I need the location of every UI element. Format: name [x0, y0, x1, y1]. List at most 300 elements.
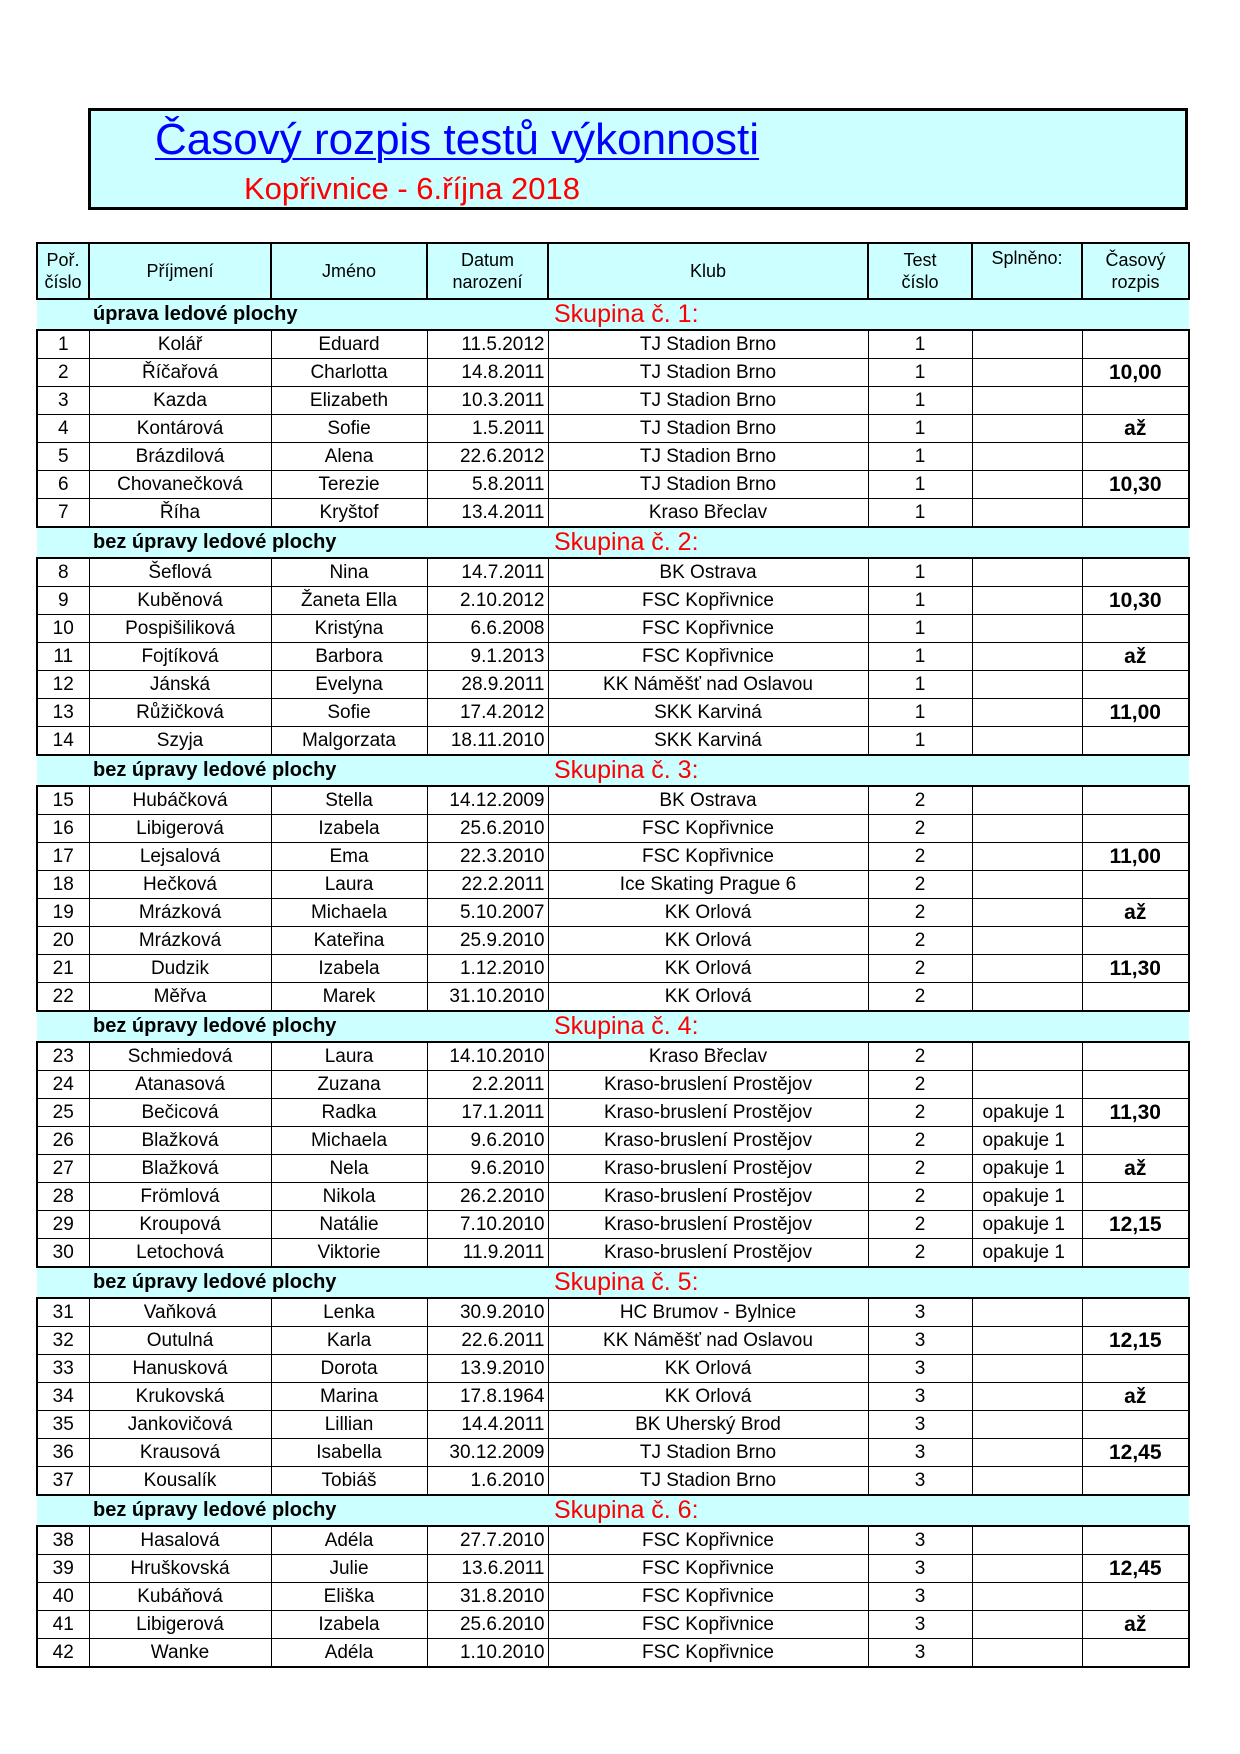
cell-done: [972, 927, 1082, 955]
cell-number: 23: [37, 1042, 89, 1071]
cell-club: FSC Kopřivnice: [548, 587, 868, 615]
cell-schedule: [1082, 1042, 1189, 1071]
cell-schedule: až: [1082, 899, 1189, 927]
cell-done: opakuje 1: [972, 1183, 1082, 1211]
cell-test: 2: [868, 1155, 972, 1183]
table-row: [37, 927, 1189, 955]
table-row: [37, 1127, 1189, 1155]
table-row: [37, 727, 1189, 756]
cell-birthdate: 25.6.2010: [427, 1611, 548, 1639]
cell-firstname: Marek: [271, 983, 427, 1012]
cell-surname: Libigerová: [89, 1611, 271, 1639]
group-header-row: [37, 1011, 1189, 1042]
table-row: [37, 899, 1189, 927]
cell-number: 15: [37, 786, 89, 815]
cell-number: 3: [37, 387, 89, 415]
cell-schedule: až: [1082, 1383, 1189, 1411]
cell-schedule: [1082, 443, 1189, 471]
group-name: Skupina č. 5:: [548, 1267, 1189, 1298]
cell-club: TJ Stadion Brno: [548, 415, 868, 443]
cell-surname: Libigerová: [89, 815, 271, 843]
cell-schedule: 10,00: [1082, 359, 1189, 387]
cell-firstname: Laura: [271, 871, 427, 899]
cell-birthdate: 22.6.2012: [427, 443, 548, 471]
cell-surname: Bečicová: [89, 1099, 271, 1127]
cell-test: 3: [868, 1298, 972, 1327]
cell-number: 17: [37, 843, 89, 871]
cell-club: Kraso-bruslení Prostějov: [548, 1127, 868, 1155]
cell-number: 36: [37, 1439, 89, 1467]
cell-surname: Kontárová: [89, 415, 271, 443]
group-note: bez úpravy ledové plochy: [37, 755, 548, 786]
cell-schedule: [1082, 1355, 1189, 1383]
cell-birthdate: 7.10.2010: [427, 1211, 548, 1239]
cell-firstname: Stella: [271, 786, 427, 815]
cell-number: 9: [37, 587, 89, 615]
cell-test: 1: [868, 587, 972, 615]
cell-birthdate: 31.8.2010: [427, 1583, 548, 1611]
cell-birthdate: 31.10.2010: [427, 983, 548, 1012]
cell-club: TJ Stadion Brno: [548, 443, 868, 471]
cell-schedule: [1082, 1467, 1189, 1496]
cell-done: opakuje 1: [972, 1155, 1082, 1183]
cell-number: 29: [37, 1211, 89, 1239]
cell-done: [972, 1355, 1082, 1383]
cell-surname: Kousalík: [89, 1467, 271, 1496]
cell-schedule: až: [1082, 1611, 1189, 1639]
cell-test: 1: [868, 615, 972, 643]
table-row: [37, 843, 1189, 871]
table-row: [37, 1099, 1189, 1127]
cell-test: 2: [868, 1127, 972, 1155]
cell-firstname: Eliška: [271, 1583, 427, 1611]
cell-surname: Chovanečková: [89, 471, 271, 499]
group-name: Skupina č. 6:: [548, 1495, 1189, 1526]
cell-schedule: [1082, 499, 1189, 528]
table-row: [37, 643, 1189, 671]
cell-done: [972, 1411, 1082, 1439]
cell-test: 1: [868, 671, 972, 699]
group-name: Skupina č. 4:: [548, 1011, 1189, 1042]
cell-surname: Vaňková: [89, 1298, 271, 1327]
cell-schedule: až: [1082, 643, 1189, 671]
table-row: [37, 1411, 1189, 1439]
cell-done: [972, 1467, 1082, 1496]
cell-done: [972, 615, 1082, 643]
cell-done: [972, 443, 1082, 471]
cell-firstname: Lillian: [271, 1411, 427, 1439]
cell-test: 3: [868, 1411, 972, 1439]
cell-test: 3: [868, 1439, 972, 1467]
table-row: [37, 1439, 1189, 1467]
cell-schedule: [1082, 1639, 1189, 1668]
cell-number: 20: [37, 927, 89, 955]
cell-number: 11: [37, 643, 89, 671]
cell-birthdate: 1.5.2011: [427, 415, 548, 443]
table-row: [37, 786, 1189, 815]
cell-done: [972, 899, 1082, 927]
cell-done: [972, 387, 1082, 415]
cell-birthdate: 22.2.2011: [427, 871, 548, 899]
cell-number: 19: [37, 899, 89, 927]
cell-surname: Atanasová: [89, 1071, 271, 1099]
header-cell-schedule: Časový rozpis: [1082, 243, 1189, 299]
header-box: [88, 108, 1188, 210]
cell-club: FSC Kopřivnice: [548, 815, 868, 843]
cell-schedule: [1082, 1526, 1189, 1555]
cell-birthdate: 2.2.2011: [427, 1071, 548, 1099]
cell-schedule: [1082, 671, 1189, 699]
cell-test: 1: [868, 359, 972, 387]
cell-number: 26: [37, 1127, 89, 1155]
cell-test: 2: [868, 815, 972, 843]
cell-test: 3: [868, 1327, 972, 1355]
cell-schedule: 12,15: [1082, 1327, 1189, 1355]
header-cell-firstname: Jméno: [271, 243, 427, 299]
cell-firstname: Eduard: [271, 330, 427, 359]
cell-birthdate: 14.10.2010: [427, 1042, 548, 1071]
cell-firstname: Ema: [271, 843, 427, 871]
cell-test: 1: [868, 499, 972, 528]
group-note: bez úpravy ledové plochy: [37, 527, 548, 558]
cell-schedule: [1082, 330, 1189, 359]
cell-firstname: Nina: [271, 558, 427, 587]
cell-test: 2: [868, 983, 972, 1012]
table-row: [37, 1042, 1189, 1071]
cell-number: 39: [37, 1555, 89, 1583]
cell-club: TJ Stadion Brno: [548, 387, 868, 415]
cell-club: FSC Kopřivnice: [548, 615, 868, 643]
cell-birthdate: 14.7.2011: [427, 558, 548, 587]
cell-surname: Pospišiliková: [89, 615, 271, 643]
table-row: [37, 1298, 1189, 1327]
cell-surname: Jánská: [89, 671, 271, 699]
cell-firstname: Laura: [271, 1042, 427, 1071]
cell-schedule: [1082, 1583, 1189, 1611]
cell-birthdate: 14.8.2011: [427, 359, 548, 387]
cell-number: 12: [37, 671, 89, 699]
cell-test: 2: [868, 843, 972, 871]
cell-number: 1: [37, 330, 89, 359]
cell-done: [972, 643, 1082, 671]
cell-done: opakuje 1: [972, 1211, 1082, 1239]
cell-number: 33: [37, 1355, 89, 1383]
cell-schedule: 11,30: [1082, 955, 1189, 983]
cell-firstname: Sofie: [271, 699, 427, 727]
group-name: Skupina č. 3:: [548, 755, 1189, 786]
cell-surname: Schmiedová: [89, 1042, 271, 1071]
cell-schedule: 12,45: [1082, 1439, 1189, 1467]
cell-birthdate: 13.4.2011: [427, 499, 548, 528]
cell-firstname: Karla: [271, 1327, 427, 1355]
group-header-row: [37, 1267, 1189, 1298]
cell-club: TJ Stadion Brno: [548, 471, 868, 499]
cell-club: FSC Kopřivnice: [548, 1555, 868, 1583]
cell-test: 3: [868, 1639, 972, 1668]
cell-number: 21: [37, 955, 89, 983]
cell-surname: Říčařová: [89, 359, 271, 387]
table-row: [37, 699, 1189, 727]
cell-test: 2: [868, 1099, 972, 1127]
cell-birthdate: 1.10.2010: [427, 1639, 548, 1668]
cell-surname: Hruškovská: [89, 1555, 271, 1583]
cell-firstname: Lenka: [271, 1298, 427, 1327]
cell-birthdate: 14.4.2011: [427, 1411, 548, 1439]
cell-schedule: [1082, 1411, 1189, 1439]
cell-firstname: Izabela: [271, 815, 427, 843]
group-note: bez úpravy ledové plochy: [37, 1011, 548, 1042]
table-row: [37, 1639, 1189, 1668]
cell-club: BK Ostrava: [548, 786, 868, 815]
group-header-row: [37, 1495, 1189, 1526]
cell-club: HC Brumov - Bylnice: [548, 1298, 868, 1327]
cell-schedule: [1082, 727, 1189, 756]
cell-schedule: 11,00: [1082, 843, 1189, 871]
cell-club: Kraso-bruslení Prostějov: [548, 1099, 868, 1127]
table-row: [37, 955, 1189, 983]
table-row: [37, 471, 1189, 499]
table-row: [37, 359, 1189, 387]
cell-birthdate: 25.6.2010: [427, 815, 548, 843]
cell-birthdate: 17.4.2012: [427, 699, 548, 727]
cell-club: KK Orlová: [548, 983, 868, 1012]
cell-surname: Blažková: [89, 1155, 271, 1183]
cell-test: 1: [868, 330, 972, 359]
cell-birthdate: 1.12.2010: [427, 955, 548, 983]
cell-done: [972, 727, 1082, 756]
cell-birthdate: 9.1.2013: [427, 643, 548, 671]
cell-done: [972, 786, 1082, 815]
cell-firstname: Tobiáš: [271, 1467, 427, 1496]
cell-surname: Outulná: [89, 1327, 271, 1355]
cell-surname: Krausová: [89, 1439, 271, 1467]
cell-schedule: 11,00: [1082, 699, 1189, 727]
cell-firstname: Izabela: [271, 1611, 427, 1639]
cell-birthdate: 10.3.2011: [427, 387, 548, 415]
table-row: [37, 1183, 1189, 1211]
cell-club: Kraso-bruslení Prostějov: [548, 1239, 868, 1268]
cell-schedule: [1082, 983, 1189, 1012]
cell-surname: Krukovská: [89, 1383, 271, 1411]
cell-done: [972, 699, 1082, 727]
cell-number: 8: [37, 558, 89, 587]
page-title: Časový rozpis testů výkonnosti: [155, 115, 760, 164]
table-header-row: [37, 243, 1189, 299]
cell-test: 2: [868, 899, 972, 927]
table-row: [37, 983, 1189, 1012]
cell-test: 2: [868, 1211, 972, 1239]
header-cell-birthdate: Datum narození: [427, 243, 548, 299]
cell-surname: Letochová: [89, 1239, 271, 1268]
cell-firstname: Malgorzata: [271, 727, 427, 756]
cell-done: [972, 1327, 1082, 1355]
table-row: [37, 671, 1189, 699]
cell-club: TJ Stadion Brno: [548, 359, 868, 387]
cell-club: KK Náměšť nad Oslavou: [548, 671, 868, 699]
cell-schedule: [1082, 927, 1189, 955]
cell-number: 24: [37, 1071, 89, 1099]
cell-birthdate: 28.9.2011: [427, 671, 548, 699]
cell-club: TJ Stadion Brno: [548, 1467, 868, 1496]
header-cell-club: Klub: [548, 243, 868, 299]
cell-firstname: Dorota: [271, 1355, 427, 1383]
cell-surname: Kolář: [89, 330, 271, 359]
cell-number: 4: [37, 415, 89, 443]
cell-test: 2: [868, 786, 972, 815]
cell-club: KK Orlová: [548, 899, 868, 927]
cell-birthdate: 9.6.2010: [427, 1155, 548, 1183]
cell-test: 2: [868, 927, 972, 955]
cell-firstname: Terezie: [271, 471, 427, 499]
table-row: [37, 1383, 1189, 1411]
cell-test: 3: [868, 1526, 972, 1555]
cell-birthdate: 26.2.2010: [427, 1183, 548, 1211]
cell-number: 6: [37, 471, 89, 499]
table-row: [37, 1071, 1189, 1099]
cell-done: [972, 1555, 1082, 1583]
cell-firstname: Barbora: [271, 643, 427, 671]
cell-firstname: Marina: [271, 1383, 427, 1411]
cell-number: 35: [37, 1411, 89, 1439]
group-note: bez úpravy ledové plochy: [37, 1267, 548, 1298]
cell-number: 13: [37, 699, 89, 727]
table-row: [37, 1155, 1189, 1183]
cell-test: 3: [868, 1355, 972, 1383]
cell-club: FSC Kopřivnice: [548, 1611, 868, 1639]
cell-birthdate: 22.3.2010: [427, 843, 548, 871]
schedule-table: [36, 242, 1190, 1668]
cell-number: 40: [37, 1583, 89, 1611]
cell-test: 1: [868, 387, 972, 415]
cell-schedule: 12,15: [1082, 1211, 1189, 1239]
cell-surname: Hubáčková: [89, 786, 271, 815]
cell-schedule: [1082, 558, 1189, 587]
cell-number: 38: [37, 1526, 89, 1555]
cell-birthdate: 11.9.2011: [427, 1239, 548, 1268]
cell-surname: Kroupová: [89, 1211, 271, 1239]
table-row: [37, 1239, 1189, 1268]
cell-birthdate: 17.1.2011: [427, 1099, 548, 1127]
cell-surname: Jankovičová: [89, 1411, 271, 1439]
cell-number: 2: [37, 359, 89, 387]
cell-test: 2: [868, 871, 972, 899]
cell-surname: Říha: [89, 499, 271, 528]
cell-schedule: 12,45: [1082, 1555, 1189, 1583]
cell-surname: Blažková: [89, 1127, 271, 1155]
table-row: [37, 1355, 1189, 1383]
table-row: [37, 443, 1189, 471]
table-row: [37, 871, 1189, 899]
cell-firstname: Sofie: [271, 415, 427, 443]
cell-surname: Hečková: [89, 871, 271, 899]
cell-club: Kraso-bruslení Prostějov: [548, 1155, 868, 1183]
cell-done: [972, 330, 1082, 359]
cell-number: 14: [37, 727, 89, 756]
cell-firstname: Natálie: [271, 1211, 427, 1239]
header-cell-done: Splněno:: [972, 243, 1082, 299]
cell-done: [972, 587, 1082, 615]
cell-done: [972, 1611, 1082, 1639]
cell-birthdate: 2.10.2012: [427, 587, 548, 615]
cell-test: 3: [868, 1383, 972, 1411]
cell-schedule: až: [1082, 1155, 1189, 1183]
cell-surname: Měřva: [89, 983, 271, 1012]
table-row: [37, 1211, 1189, 1239]
cell-firstname: Michaela: [271, 1127, 427, 1155]
cell-firstname: Charlotta: [271, 359, 427, 387]
cell-club: Ice Skating Prague 6: [548, 871, 868, 899]
cell-club: KK Orlová: [548, 1383, 868, 1411]
cell-firstname: Nela: [271, 1155, 427, 1183]
table-row: [37, 815, 1189, 843]
cell-surname: Kubáňová: [89, 1583, 271, 1611]
cell-test: 2: [868, 1042, 972, 1071]
cell-surname: Šeflová: [89, 558, 271, 587]
cell-done: [972, 1042, 1082, 1071]
cell-firstname: Adéla: [271, 1639, 427, 1668]
cell-birthdate: 5.8.2011: [427, 471, 548, 499]
cell-club: TJ Stadion Brno: [548, 1439, 868, 1467]
cell-birthdate: 13.6.2011: [427, 1555, 548, 1583]
table-row: [37, 1611, 1189, 1639]
cell-schedule: až: [1082, 415, 1189, 443]
cell-done: [972, 499, 1082, 528]
table-row: [37, 1583, 1189, 1611]
cell-surname: Kazda: [89, 387, 271, 415]
cell-test: 3: [868, 1583, 972, 1611]
cell-done: opakuje 1: [972, 1099, 1082, 1127]
cell-firstname: Žaneta Ella: [271, 587, 427, 615]
cell-club: FSC Kopřivnice: [548, 843, 868, 871]
cell-club: KK Náměšť nad Oslavou: [548, 1327, 868, 1355]
cell-firstname: Izabela: [271, 955, 427, 983]
cell-number: 10: [37, 615, 89, 643]
cell-done: [972, 955, 1082, 983]
cell-schedule: [1082, 815, 1189, 843]
cell-number: 32: [37, 1327, 89, 1355]
table-row: [37, 587, 1189, 615]
cell-test: 3: [868, 1555, 972, 1583]
cell-schedule: [1082, 1127, 1189, 1155]
cell-birthdate: 27.7.2010: [427, 1526, 548, 1555]
cell-club: FSC Kopřivnice: [548, 643, 868, 671]
table-row: [37, 499, 1189, 528]
cell-firstname: Michaela: [271, 899, 427, 927]
cell-test: 2: [868, 955, 972, 983]
cell-schedule: [1082, 1298, 1189, 1327]
cell-club: BK Ostrava: [548, 558, 868, 587]
cell-done: [972, 843, 1082, 871]
page-subtitle: Kopřivnice - 6.října 2018: [244, 171, 581, 206]
group-header-row: [37, 299, 1189, 330]
cell-firstname: Evelyna: [271, 671, 427, 699]
cell-test: 1: [868, 558, 972, 587]
cell-schedule: [1082, 387, 1189, 415]
cell-done: [972, 1439, 1082, 1467]
cell-surname: Szyja: [89, 727, 271, 756]
header-cell-surname: Příjmení: [89, 243, 271, 299]
cell-done: [972, 1383, 1082, 1411]
cell-surname: Lejsalová: [89, 843, 271, 871]
cell-done: [972, 1071, 1082, 1099]
cell-club: FSC Kopřivnice: [548, 1583, 868, 1611]
table-row: [37, 1555, 1189, 1583]
cell-test: 3: [868, 1467, 972, 1496]
cell-number: 16: [37, 815, 89, 843]
group-note: úprava ledové plochy: [37, 299, 548, 330]
cell-club: FSC Kopřivnice: [548, 1526, 868, 1555]
cell-done: [972, 471, 1082, 499]
